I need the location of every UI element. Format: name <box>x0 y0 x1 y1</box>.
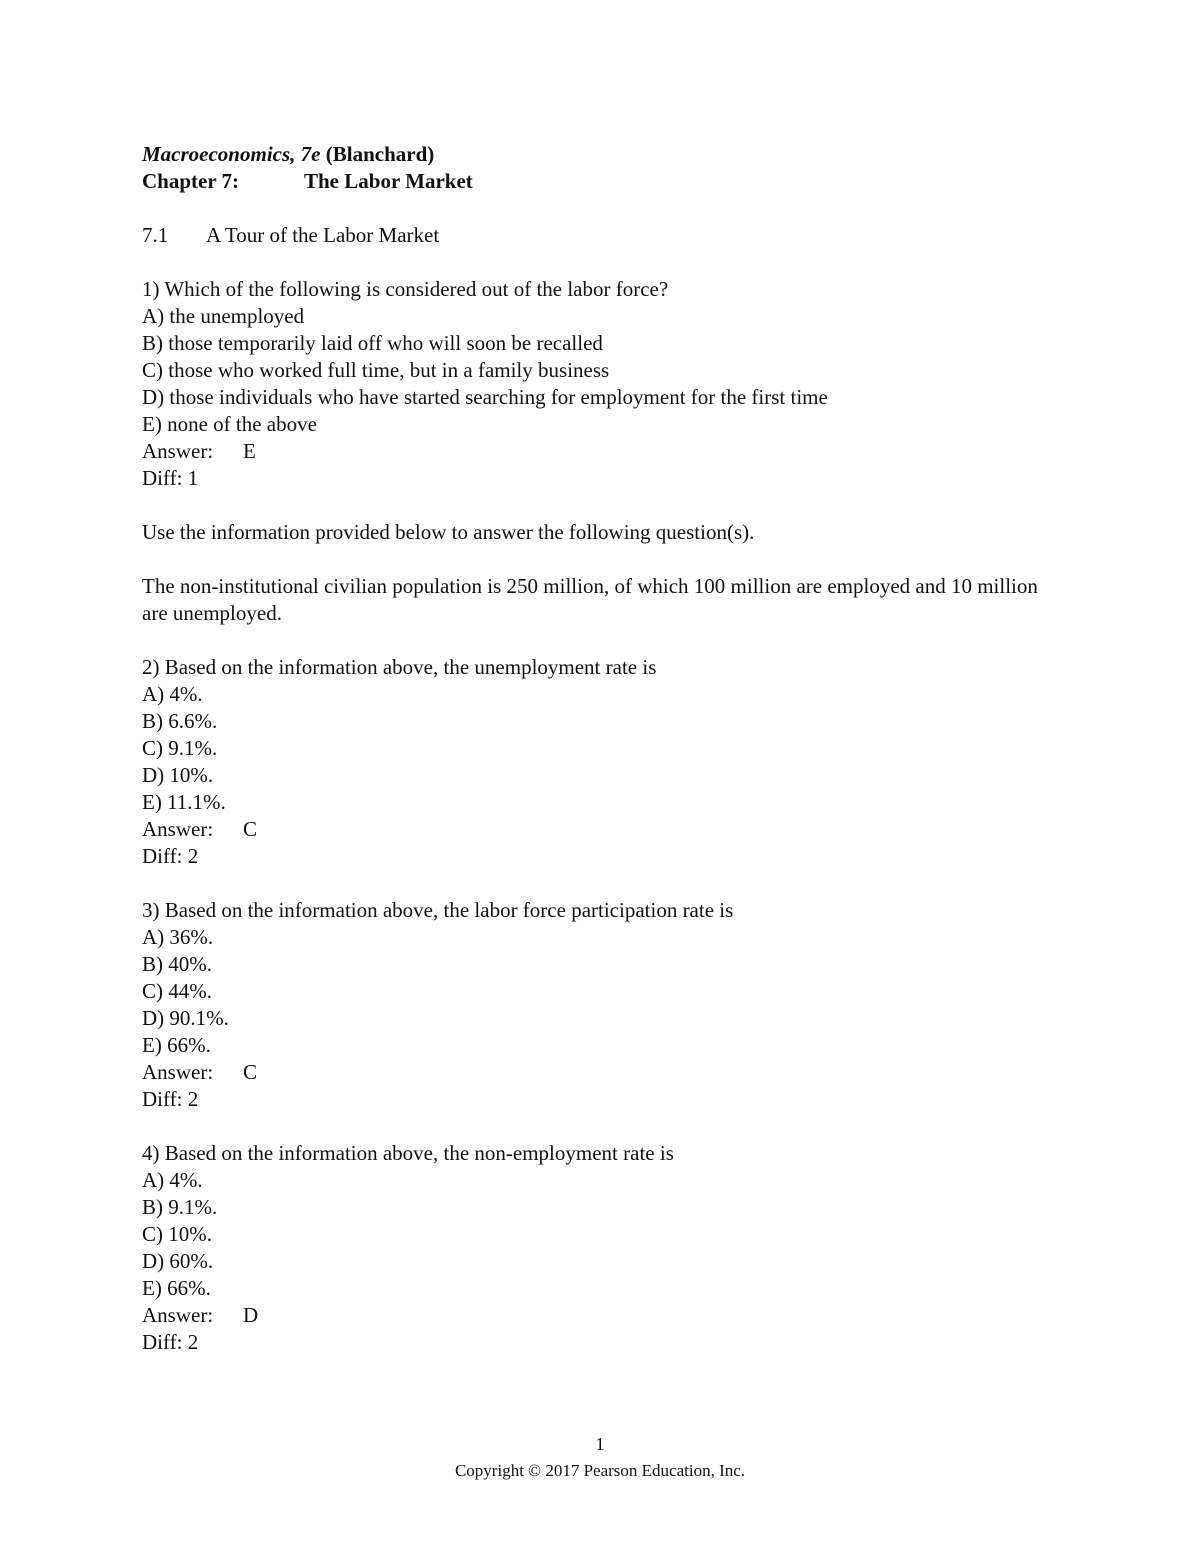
answer-line <box>142 1302 1072 1329</box>
question-2 <box>142 654 1072 870</box>
option-c: C) those who worked full time, but in a family business <box>142 358 610 382</box>
answer-label: Answer: <box>142 1060 214 1084</box>
question-stem: 1) Which of the following is considered out of the labor force? <box>142 277 669 301</box>
option-a: A) 36%. <box>142 925 214 949</box>
option-b: B) 6.6%. <box>142 709 218 733</box>
difficulty: Diff: 2 <box>142 1330 199 1354</box>
option-c: C) 9.1%. <box>142 736 218 760</box>
option-e: E) 66%. <box>142 1033 211 1057</box>
chapter-label: Chapter 7: <box>142 169 240 193</box>
answer-line <box>142 816 1072 843</box>
page-content <box>142 141 1072 1356</box>
page-number: 1 <box>595 1434 605 1454</box>
answer-value: C <box>243 817 258 841</box>
section-number: 7.1 <box>142 223 169 247</box>
answer-value: D <box>243 1303 259 1327</box>
answer-line <box>142 438 1072 465</box>
book-author: (Blanchard) <box>325 142 435 166</box>
spacer <box>142 546 1072 573</box>
chapter-heading <box>142 168 1072 195</box>
question-stem: 2) Based on the information above, the unemployment rate is <box>142 655 657 679</box>
book-title: Macroeconomics, 7e <box>142 142 321 166</box>
answer-label: Answer: <box>142 439 214 463</box>
option-d: D) those individuals who have started searching for employment for the first time <box>142 385 828 409</box>
section-heading <box>142 222 1072 249</box>
spacer <box>142 195 1072 222</box>
info-paragraph: The non-institutional civilian population is 250 million, of which 100 million are employed and 10 million are unemployed. <box>142 574 1038 625</box>
spacer <box>142 249 1072 276</box>
question-stem: 4) Based on the information above, the non-employment rate is <box>142 1141 674 1165</box>
option-e: E) none of the above <box>142 412 317 436</box>
option-b: B) those temporarily laid off who will soon be recalled <box>142 331 603 355</box>
option-a: A) 4%. <box>142 1168 203 1192</box>
spacer <box>142 870 1072 897</box>
option-a: A) 4%. <box>142 682 203 706</box>
option-d: D) 60%. <box>142 1249 214 1273</box>
spacer <box>142 1113 1072 1140</box>
answer-value: E <box>243 439 256 463</box>
section-title: A Tour of the Labor Market <box>206 223 440 247</box>
spacer <box>142 627 1072 654</box>
option-b: B) 9.1%. <box>142 1195 218 1219</box>
option-e: E) 66%. <box>142 1276 211 1300</box>
answer-label: Answer: <box>142 817 214 841</box>
option-a: A) the unemployed <box>142 304 305 328</box>
option-c: C) 10%. <box>142 1222 212 1246</box>
difficulty: Diff: 1 <box>142 466 199 490</box>
question-stem: 3) Based on the information above, the labor force participation rate is <box>142 898 734 922</box>
instruction-text: Use the information provided below to answer the following question(s). <box>142 520 755 544</box>
option-c: C) 44%. <box>142 979 212 1003</box>
option-e: E) 11.1%. <box>142 790 226 814</box>
option-d: D) 90.1%. <box>142 1006 229 1030</box>
difficulty: Diff: 2 <box>142 1087 199 1111</box>
option-b: B) 40%. <box>142 952 212 976</box>
book-title-line <box>142 141 1072 168</box>
answer-value: C <box>243 1060 258 1084</box>
copyright-notice: Copyright © 2017 Pearson Education, Inc. <box>454 1461 746 1480</box>
answer-line <box>142 1059 1072 1086</box>
difficulty: Diff: 2 <box>142 844 199 868</box>
question-1 <box>142 276 1072 492</box>
question-3 <box>142 897 1072 1113</box>
chapter-title: The Labor Market <box>304 169 473 193</box>
question-4 <box>142 1140 1072 1356</box>
option-d: D) 10%. <box>142 763 214 787</box>
spacer <box>142 492 1072 519</box>
answer-label: Answer: <box>142 1303 214 1327</box>
